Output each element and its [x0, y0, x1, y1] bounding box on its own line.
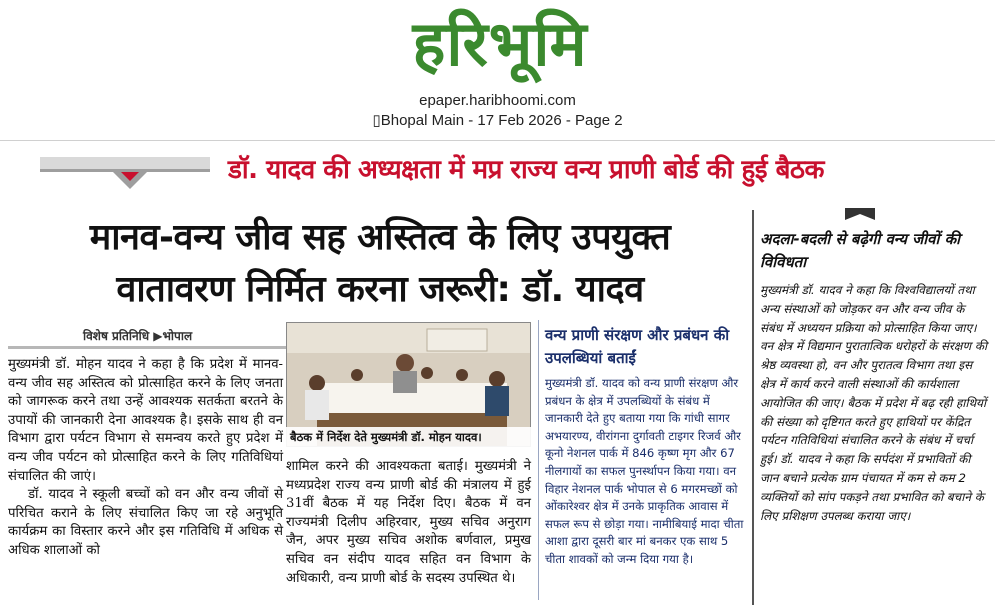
article-kicker: डॉ. यादव की अध्यक्षता में मप्र राज्य वन्य प्राणी बोर्ड की हुई बैठक	[228, 155, 824, 185]
sidebar-box-heading: वन्य प्राणी संरक्षण और प्रबंधन की उपलब्धियां बताईं	[545, 326, 730, 367]
article-column-2: शामिल करने की आवश्यकता बताई। मुख्यमंत्री ने मध्यप्रदेश राज्य वन्य प्राणी बोर्ड की मंत्रालय में हुई 31वीं बैठक में यह निर्देश दिए। बैठक में वन राज्यमंत्री दिलीप अहिरवार, मुख्य सचिव अनुराग जैन, अपर मुख्य सचिव अशोक बर्णवाल, प्रमुख सचिव वन संदीप यादव सहित वन विभाग के अधिकारी, वन्य प्राणी बोर्ड के सदस्य उपस्थित थे।	[286, 459, 531, 586]
col1-paragraph-2: डॉ. यादव ने स्कूली बच्चों को वन और वन्य जीवों से परिचित कराने के लिए संचालित किए जा रहे अनुभूति कार्यक्रम का विस्तार करने और इस गतिविधि में अधिक से अधिक शालाओं को	[8, 487, 283, 558]
logo-text: हरिभूमि	[412, 7, 588, 80]
headline-line-2: वातावरण निर्मित करना जरूरी: डॉ. यादव	[116, 269, 644, 310]
right-column-heading: अदला-बदली से बढ़ेगी वन्य जीवों की विविधता	[760, 230, 960, 271]
byline: विशेष प्रतिनिधि ▶भोपाल	[83, 329, 193, 343]
chevron-decoration-icon	[40, 155, 210, 195]
col1-paragraph-1: मुख्यमंत्री डॉ. मोहन यादव ने कहा है कि प्रदेश में मानव-वन्य जीव सह अस्तित्व को प्रोत्साहित करने के लिए जनता को जागरूक करने तथा उन्हें आवश्यक सतर्कता बरतने के उपायों की जानकारी देना आवश्यक है। इसके साथ ही वन विभाग द्वारा पर्यटन विभाग से समन्वय करते हुए प्रदेश में वन्य जीव पर्यटन को प्रोत्साहित करने के लिए गतिविधियां संचालित की जाएं।	[8, 357, 283, 484]
photo-caption: बैठक में निर्देश देते मुख्यमंत्री डॉ. मोहन यादव।	[286, 427, 531, 447]
right-column-body: मुख्यमंत्री डॉ. यादव ने कहा कि विश्वविद्यालयों तथा अन्य संस्थाओं को जोड़कर वन और वन्य जीव के संबंध में अध्ययन प्रक्रिया को प्रोत्साहित किया जाए। वन क्षेत्र में विद्यमान पुरातात्विक धरोहरों के संरक्षण की श्रेष्ठ व्यवस्था हो, वन और पुरातत्व विभाग तथा इस क्षेत्र में कार्य करने वाली संस्थाओं की कार्यशाला आयोजित की जाए। बैठक में प्रदेश में बढ़ रही हाथियों की संख्या को दृष्टिगत करते हुए हाथियों पर केंद्रित पर्यटन गतिविधियां संचालित करने के संबंध में चर्चा हुई। डॉ. यादव ने कहा कि सर्पदंश में प्रभावितों की जान बचाने प्रत्येक ग्राम पंचायत में कम से कम 2 व्यक्तियों को सांप पकड़ने तथा प्रभावित को बचाने के लिए प्रशिक्षण उपलब्ध कराया जाए।	[760, 283, 988, 523]
edition-line	[0, 111, 995, 129]
article-headline	[20, 212, 740, 316]
site-url[interactable]: epaper.haribhoomi.com	[419, 92, 576, 109]
headline-line-1: मानव-वन्य जीव सह अस्तित्व के लिए उपयुक्त	[89, 217, 671, 258]
article-column-1	[8, 356, 283, 561]
masthead-logo	[350, 4, 650, 84]
masthead-divider	[0, 140, 995, 141]
calendar-icon: ▯	[372, 112, 381, 129]
byline-rule	[8, 346, 293, 349]
sidebar-box-body: मुख्यमंत्री डॉ. यादव को वन्य प्राणी संरक्षण और प्रबंधन के क्षेत्र में उपलब्धियों के संबंध में जानकारी देते हुए बताया गया कि गांधी सागर अभयारण्य, वीरांगना दुर्गावती टाइगर रिजर्व और कूनो नेशनल पार्क में 846 कृष्ण मृग और 67 नीलगायों का सफल पुनर्स्थापन किया गया। वन विहार नेशनल पार्क भोपाल से 6 मगरमच्छों को ओंकारेश्वर क्षेत्र में उनके प्राकृतिक आवास में सफल रूप से छोड़ा गया। नामीबियाई मादा चीता आशा द्वारा दूसरी बार मां बनकर एक साथ 5 चीता शावकों को जन्म दिया गया है।	[545, 376, 744, 566]
edition-text: Bhopal Main - 17 Feb 2026 - Page 2	[380, 112, 623, 129]
ribbon-icon	[845, 208, 875, 220]
